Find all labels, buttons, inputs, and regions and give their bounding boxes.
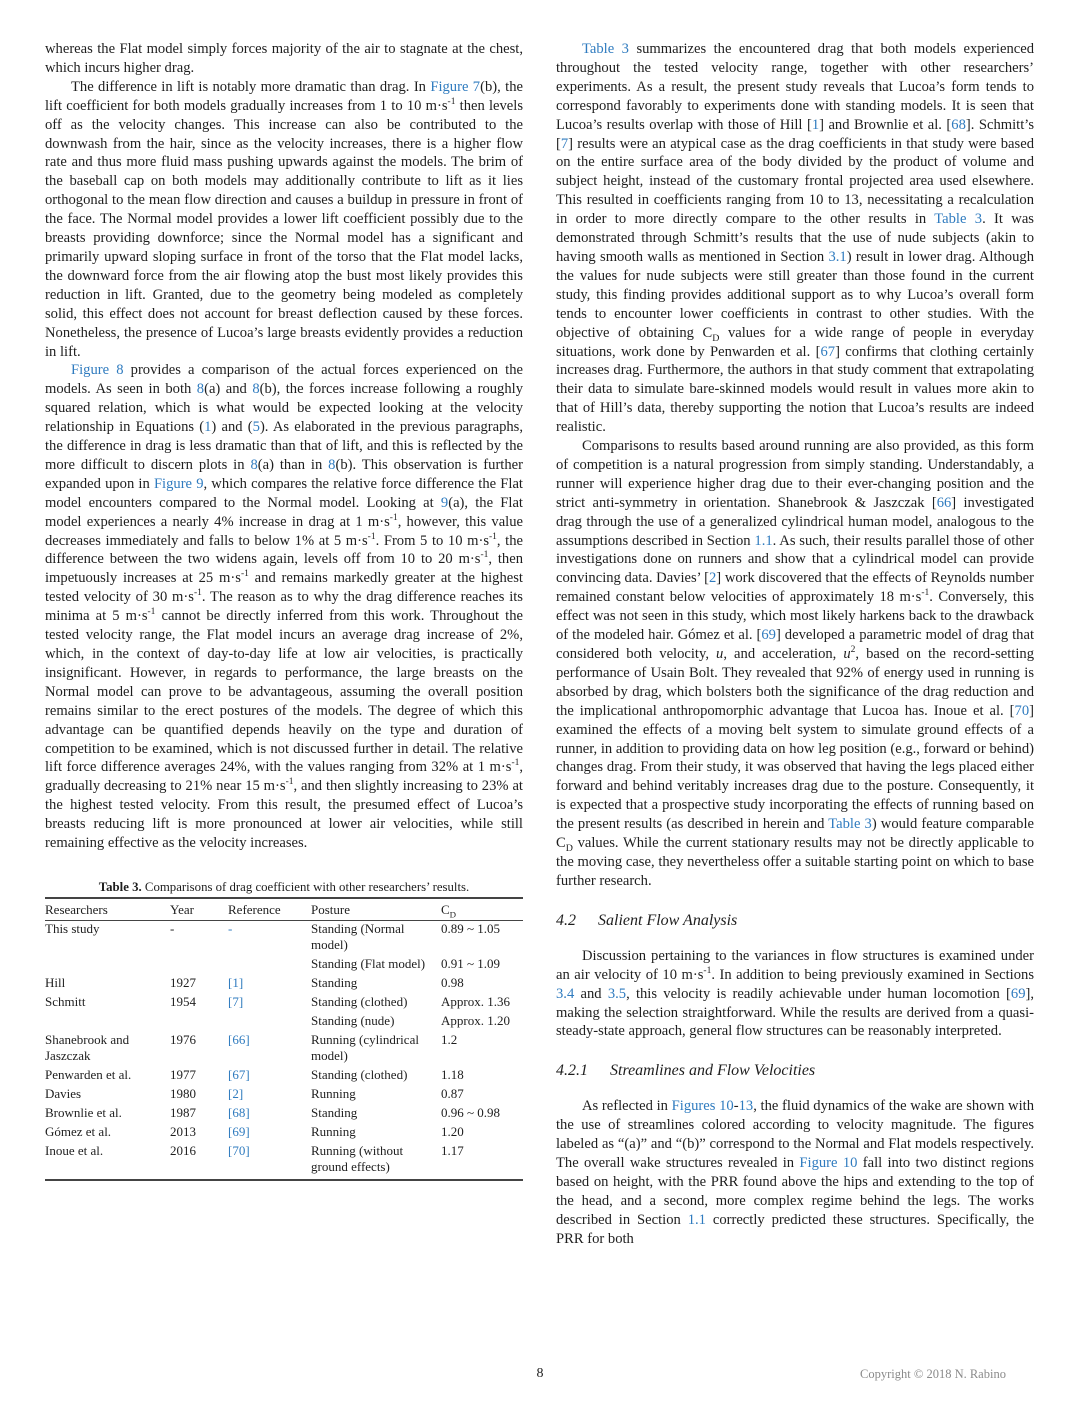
text: whereas the Flat model simply forces majority of the air to stagnate at the chest, which incurs higher drag.: [45, 41, 523, 76]
citation-link[interactable]: 7: [560, 135, 569, 152]
paragraph: [45, 361, 523, 853]
text: ] investigated drag through the use of a generalized cylindrical human model, analogous to the assumptions described in Section: [556, 494, 1034, 549]
cell-posture: Running: [311, 1085, 356, 1101]
cell-year: 1976: [170, 1031, 196, 1047]
text: ] results were an atypical case as the drag coefficients in that study were based on the entire surface area of the body divided by the product of volume and subject height, instead of the customary frontal projected area used elsewhere. This resulted in coefficients ranging from 10 to 13, necessitating a recalculation in order to more directly compare to the other results in: [556, 135, 1034, 228]
superscript: -1: [147, 607, 156, 618]
paragraph: [556, 437, 1034, 891]
table-row: [45, 1086, 523, 1105]
math-variable: u: [843, 646, 851, 662]
superscript: -1: [447, 96, 456, 107]
table-link[interactable]: Table 3: [582, 41, 629, 57]
paragraph: [556, 947, 1034, 1042]
header-cd: [441, 898, 523, 921]
cell-researcher: This study: [45, 920, 100, 936]
figure-link[interactable]: 13: [738, 1098, 754, 1115]
cell-cd: 1.18: [441, 1066, 464, 1082]
cell-year: [170, 956, 228, 975]
table-link[interactable]: Table 3: [828, 816, 872, 833]
text: -: [733, 1098, 739, 1115]
text: , the fluid dynamics of the wake are shown with the use of streamlines colored according to velocity magnitude. The figures labeled as “(a)” and “(b)” correspond to the Normal and Flat models respectively. The overall wake structures revealed in: [556, 1098, 1034, 1172]
text: , this velocity is readily achievable under human locomotion [: [626, 985, 1011, 1002]
text: , and then slightly increasing to 23% at the highest tested velocity. From this result, the presumed effect of Lucoa’s breasts reducing lift is more pronounced at lower air velocities, while still remaining effective as the velocity increases.: [45, 778, 523, 852]
section-title: Salient Flow Analysis: [598, 911, 738, 929]
text: ] and Brownlie et al. [: [819, 116, 952, 133]
text: fall into two distinct regions based on height, with the PRR found above the hips and extending to the top of the head, and a second, more complex regime behind the legs. The works described in Section: [556, 1155, 1034, 1228]
text: then levels off as the velocity changes. This increase can also be contributed to the downwash from the hair, since as the velocity increases, there is a higher flow rate and thus more fluid mass pushing upwards against the models. The brim of the baseball cap on both models may additionally contribute to lift as it lies orthogonal to the mean flow direction and causes a buildup in pressure in front of the face. The Normal model provides a lower lift coefficient possibly due to the breasts providing downforce; since the Normal model has a significant and primarily upward sloping surface in front of the torso that the Flat model lacks, the downward force from the air flowing atop the bust most likely provides this reduction in lift. Granted, due to the geometry being modeled as completely solid, this effect does not account for breast deflection caused by these forces. Nonetheless, the presence of Lucoa’s large breasts evidently provides a reduction in lift.: [45, 97, 523, 360]
text: (b). This observation is further expanded upon in: [45, 456, 523, 492]
table-row: [45, 994, 523, 1013]
superscript: -1: [511, 758, 520, 769]
table-link[interactable]: Table 3: [934, 211, 983, 228]
text: . The reason as to why the drag difference reaches its minima at 5 m·s: [45, 589, 523, 625]
text: ], making the selection straightforward. While the results are derived from a quasi-steady-state approach, general flow structures can be reasonably interpreted.: [556, 985, 1034, 1040]
header-posture: Posture: [311, 898, 441, 921]
table-row: [45, 956, 523, 975]
text: summarizes the encountered drag that both models experienced throughout the tested velocity range, together with other researchers’ experiments. As a result, the present study reveals that Lucoa’s form tends to correspond favorably to experiments done with standing models. It is seen that Lucoa’s results overlap with those of Hill [: [556, 41, 1035, 133]
text: . It was demonstrated through Schmitt’s results that the use of nude subjects (akin to having smooth walls as mentioned in Section: [556, 211, 1034, 265]
text: , which compares the relative force difference the Flat model encounters compared to the Normal model. Looking at: [45, 475, 523, 511]
citation-link[interactable]: 69: [761, 627, 776, 644]
superscript: -1: [480, 550, 489, 561]
figure-link[interactable]: 8: [250, 456, 258, 473]
section-link[interactable]: 1.1: [687, 1211, 706, 1228]
cell-reference: [228, 956, 311, 975]
cell-year: 1954: [170, 993, 196, 1009]
text: ) and (: [211, 419, 253, 436]
text: (a), the Flat model experiences a nearly 4% increase in drag at 1 m·s: [45, 494, 523, 530]
text: ] developed a parametric model of drag that considered both velocity,: [556, 627, 1034, 662]
cell-reference: [228, 1013, 311, 1032]
superscript: -1: [389, 512, 398, 523]
text: . Conversely, this effect was not seen in this study, which most likely harkens back to the drawback of the modeled hair. Gómez et al. [: [556, 589, 1034, 644]
equation-link[interactable]: 5: [252, 419, 260, 436]
cell-year: [170, 1013, 228, 1032]
cell-reference: [69]: [228, 1123, 250, 1139]
superscript: -1: [285, 777, 294, 788]
table-row: [45, 1124, 523, 1143]
cell-researcher: Schmitt: [45, 993, 86, 1009]
cell-cd: 0.87: [441, 1085, 464, 1101]
cell-year: 2013: [170, 1123, 196, 1139]
text: , however, this value decreases immediately and falls to below 1% at 5 m·s: [45, 513, 524, 549]
citation-link[interactable]: 69: [1010, 985, 1026, 1002]
text: (a) than in: [257, 456, 329, 473]
text: . From 5 to 10 m·s: [375, 532, 489, 549]
subscript: D: [712, 332, 720, 344]
figure-link[interactable]: 8: [252, 381, 260, 398]
text: cannot be directly inferred from this work. Throughout the tested velocity range, the Flat model incurs an average drag increase of 2%, which, in the context of day-to-day life at low air velocities, is practically insignificant. However, in regards to performance, the large breasts on the Normal model can prove to be advantageous, assuming the overall position remains similar to the erect postures of the models. The degree of which this advantage can be quantified depends heavily on the type and duration of competition to be examined, which is not discussed further in detail. The relative lift force difference averages 24%, with the values ranging from 32% at 1 m·s: [45, 608, 523, 776]
text: , then impetuously increases at 25 m·s: [45, 551, 523, 587]
header-researchers: Researchers: [45, 898, 170, 921]
cell-posture: Standing (Normal model): [311, 920, 405, 952]
cell-posture: Standing (nude): [311, 1012, 395, 1028]
cell-cd: Approx. 1.36: [441, 993, 510, 1009]
table-row: [45, 1032, 523, 1067]
superscript: -1: [367, 531, 376, 542]
citation-link[interactable]: 67: [820, 343, 836, 360]
right-column: [556, 40, 1034, 1249]
text: , and acceleration,: [723, 646, 844, 662]
header-reference: Reference: [228, 898, 311, 921]
cell-researcher: Brownlie et al.: [45, 1104, 122, 1120]
citation-link[interactable]: 70: [1014, 702, 1030, 719]
superscript: -1: [193, 588, 202, 599]
text: provides a comparison of the actual forces experienced on the models. As seen in both: [45, 362, 523, 398]
paragraph: [556, 40, 1034, 437]
section-link[interactable]: 3.1: [828, 248, 847, 265]
header-cd-subscript: D: [449, 909, 457, 920]
text: Discussion pertaining to the variances in flow structures is examined under an air velocity of 10 m·s: [556, 947, 1034, 983]
page-number: 8: [536, 1366, 544, 1381]
text: values for a wide range of people in everyday situations, work done by Penwarden et al. [: [556, 324, 1034, 360]
figure-link[interactable]: Figure 7: [430, 78, 481, 95]
cell-cd: 1.2: [441, 1031, 458, 1047]
paragraph: [556, 1097, 1034, 1248]
figure-link[interactable]: Figure 8: [71, 362, 124, 379]
cell-posture: Running (cylindrical model): [311, 1031, 419, 1063]
text: . As such, their results parallel those of other investigations done on runners and show that a cylindrical model can provide convincing data. Davies’ [: [556, 532, 1034, 587]
math-variable: u: [716, 646, 724, 662]
cell-cd: 0.91 ~ 1.09: [441, 955, 501, 971]
text: , gradually decreasing to 21% near 15 m·s: [45, 759, 523, 795]
section-heading-4-2: [556, 911, 1034, 931]
cell-researcher: Gómez et al.: [45, 1123, 112, 1139]
text: correctly predicted these structures. Specifically, the PRR for both: [556, 1211, 1034, 1247]
cell-researcher: [45, 956, 170, 975]
table-row: [45, 920, 523, 956]
section-link[interactable]: 1.1: [754, 532, 773, 549]
cell-posture: Running (without ground effects): [311, 1143, 441, 1180]
superscript: -1: [921, 588, 930, 599]
equation-link[interactable]: 1: [204, 419, 212, 436]
text: , the difference between the two widens again, levels off from 10 to 20 m·s: [45, 532, 523, 568]
section-heading-4-2-1: [556, 1061, 1034, 1081]
text: . In addition to being previously examined in Sections: [711, 966, 1034, 983]
cell-posture: Standing: [311, 974, 358, 990]
cell-researcher: Hill: [45, 974, 66, 990]
superscript: -1: [703, 965, 712, 976]
superscript: -1: [489, 531, 497, 542]
text: ] examined the effects of a moving belt system to simulate ground effects of a runner, in addition to providing data on how leg position (e.g., forward or behind) changes drag. From their study, it was observed that having the legs placed either forward and behind veritably increases drag due to the posture. Consequently, it is expected that a prospective study incorporating the effects of running based on the present results (as described in herein and: [556, 702, 1034, 833]
table-caption-label: Table 3.: [98, 879, 142, 894]
section-title: Streamlines and Flow Velocities: [610, 1062, 816, 1080]
section-number: 4.2.1: [556, 1062, 588, 1080]
citation-link[interactable]: 68: [951, 116, 966, 133]
cell-cd: 1.17: [441, 1143, 523, 1180]
text: Comparisons to results based around running are also provided, as this form of competition is a natural progression from simply standing. Understandably, a runner will experience higher drag due to their ever-changing position and the strict anti-symmetry in orientation. Shanebrook & Jaszczak [: [556, 438, 1034, 511]
text: (b), the lift coefficient for both models gradually increases from 1 to 10 m·s: [45, 78, 523, 114]
figure-link[interactable]: Figures 10: [671, 1098, 734, 1115]
table-row: [45, 1013, 523, 1032]
cell-year: 1927: [170, 974, 196, 990]
text: values. While the current stationary results may not be directly applicable to the moving case, they nevertheless offer a suitable starting point on which to base further research.: [556, 835, 1034, 889]
text: ] work discovered that the effects of Reynolds number remained constant below velocities of approximately 18 m·s: [556, 570, 1034, 606]
cell-year: 1987: [170, 1104, 196, 1120]
cell-cd: 0.96 ~ 0.98: [441, 1104, 501, 1120]
superscript: 2: [850, 645, 856, 656]
table-header-row: [45, 898, 523, 921]
text: ] confirms that clothing certainly increases drag. Furthermore, the authors in that study comment that extrapolating their data to simulate bare-skinned models would result in values more akin to that of Hill’s data, thereby supporting the notion that Lucoa’s results are indeed realistic.: [556, 343, 1035, 436]
text: As reflected in: [582, 1098, 672, 1115]
cell-reference: [70]: [228, 1143, 311, 1180]
citation-link[interactable]: 2: [709, 570, 717, 587]
cell-reference: [67]: [228, 1066, 250, 1082]
drag-comparison-table: [45, 897, 523, 1181]
header-cd-letter: C: [441, 901, 450, 917]
cell-cd: 1.20: [441, 1123, 464, 1139]
citation-link[interactable]: 1: [811, 116, 820, 133]
cell-posture: Standing (clothed): [311, 993, 408, 1009]
cell-year: 1977: [170, 1066, 196, 1082]
cell-researcher: Penwarden et al.: [45, 1066, 132, 1082]
figure-link[interactable]: 8: [196, 381, 205, 398]
table-row: [45, 1143, 523, 1180]
cell-reference: [7]: [228, 993, 244, 1009]
figure-link[interactable]: Figure 10: [799, 1155, 858, 1172]
cell-researcher: Shanebrook and Jaszczak: [45, 1031, 130, 1063]
text: (a) and: [204, 381, 253, 398]
section-link[interactable]: 3.4: [556, 985, 575, 1002]
cell-researcher: [45, 1013, 170, 1032]
paragraph: [45, 40, 523, 78]
table-row: [45, 1067, 523, 1086]
subscript: D: [565, 842, 573, 854]
cell-posture: Standing: [311, 1104, 358, 1120]
section-link[interactable]: 3.5: [607, 985, 627, 1002]
section-number: 4.2: [556, 911, 576, 929]
cell-year: 1980: [170, 1085, 196, 1101]
left-column: [45, 40, 523, 1181]
cell-reference: [1]: [228, 974, 244, 990]
cell-cd: 0.98: [441, 974, 464, 990]
table-row: [45, 1105, 523, 1124]
cell-reference: [2]: [228, 1085, 244, 1101]
text: , based on the record-setting performance of Usain Bolt. They revealed that 92% of energy used in running is absorbed by drag, which bolsters both the significance of the drag reduction and the implicational anthropomorphic advantage that Lucoa has. Inoue et al. [: [556, 646, 1034, 719]
copyright-notice: Copyright © 2018 N. Rabino: [860, 1367, 1006, 1381]
cell-cd: 0.89 ~ 1.05: [441, 920, 501, 936]
text: The difference in lift is notably more dramatic than drag. In: [71, 78, 431, 95]
table-row: [45, 975, 523, 994]
header-year: Year: [170, 898, 228, 921]
cell-researcher: Inoue et al.: [45, 1143, 170, 1180]
cell-year: 2016: [170, 1143, 228, 1180]
cell-posture: Standing (clothed): [311, 1066, 408, 1082]
cell-reference: [66]: [228, 1031, 250, 1047]
cell-researcher: Davies: [45, 1085, 82, 1101]
citation-link[interactable]: 66: [936, 494, 952, 511]
superscript: -1: [240, 569, 249, 580]
table-caption: [45, 879, 523, 895]
text: (b), the forces increase following a roughly squared relation, which is what would be expected looking at the velocity relationship in Equations (: [45, 381, 523, 436]
text: ) would feature comparable C: [556, 816, 1034, 852]
figure-link[interactable]: Figure 9: [153, 475, 204, 492]
table-caption-text: Comparisons of drag coefficient with other researchers’ results.: [141, 879, 470, 894]
text: ]. Schmitt’s [: [556, 116, 1035, 152]
cell-reference: [68]: [228, 1104, 250, 1120]
text: ). As elaborated in the previous paragraphs, the difference in drag is less dramatic than that of lift, and this is reflected by the more difficult to discern plots in: [45, 419, 523, 473]
figure-link[interactable]: 8: [328, 456, 336, 473]
text: and remains markedly greater at the highest tested velocity of 30 m·s: [45, 570, 523, 606]
cell-year: -: [170, 920, 175, 936]
cell-cd: Approx. 1.20: [441, 1012, 510, 1028]
cell-reference: -: [228, 920, 233, 936]
cell-posture: Running: [311, 1123, 356, 1139]
cell-posture: Standing (Flat model): [311, 955, 426, 971]
text: and: [574, 985, 608, 1002]
text: ) result in lower drag. Although the values for nude subjects were still greater than those found in the current study, this finding provides additional support as to why Lucoa’s overall form tends to encounter lower coefficients in contrast to other studies. With the objective of obtaining C: [556, 248, 1034, 341]
figure-link[interactable]: 9: [440, 494, 449, 511]
paragraph: [45, 78, 523, 362]
